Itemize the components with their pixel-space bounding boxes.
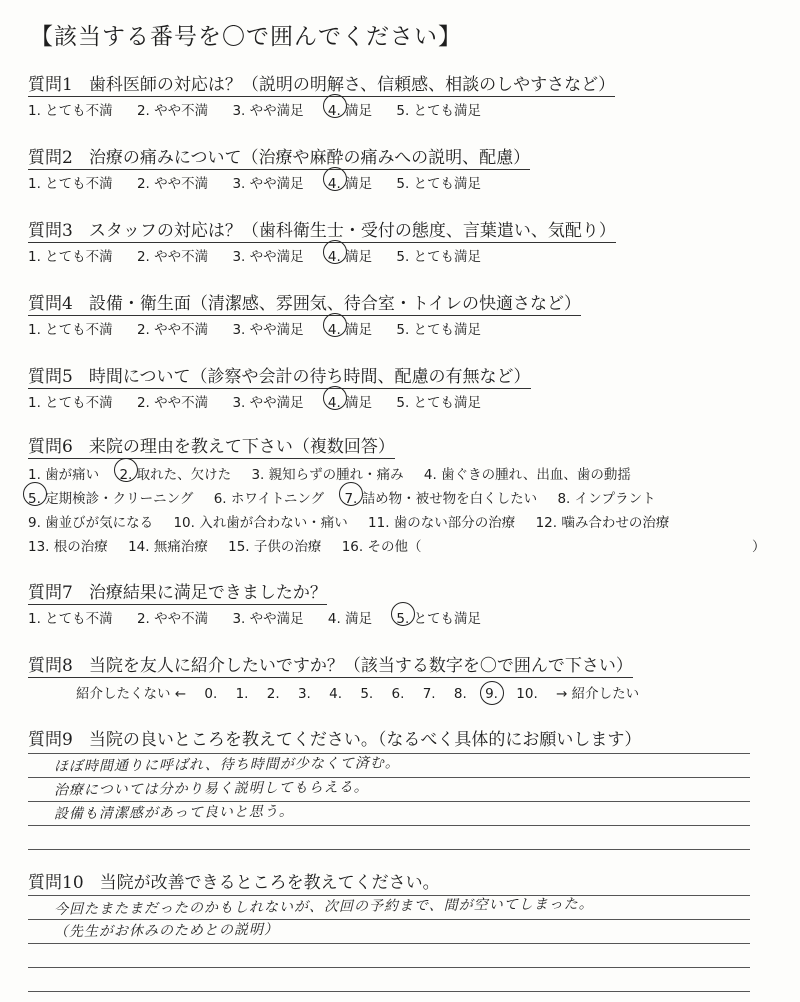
option[interactable]: 1. とても不満: [28, 611, 113, 627]
options-row: [28, 172, 778, 192]
option[interactable]: 2. やや不満: [136, 103, 209, 119]
option[interactable]: 3. やや満足: [232, 249, 304, 265]
option-selected[interactable]: 4. 満足: [328, 99, 372, 119]
question-title: 治療結果に満足できましたか？: [88, 583, 327, 603]
options-row: [28, 245, 778, 265]
scale-left-label: 紹介したくない ←: [76, 686, 187, 702]
question-number: 質問4: [28, 294, 73, 314]
option[interactable]: 2. やや不満: [136, 611, 209, 627]
option-selected[interactable]: 4. 満足: [328, 391, 372, 411]
question-8: [28, 651, 778, 702]
question-5: [28, 362, 778, 411]
answer-lines-q10[interactable]: [28, 872, 750, 992]
scale-value[interactable]: 8.: [453, 686, 467, 702]
option[interactable]: 8. インプラント: [557, 491, 656, 507]
options-row: [28, 391, 778, 411]
scale-value[interactable]: 6.: [391, 686, 405, 702]
answer-lines-q9[interactable]: [28, 730, 750, 850]
question-7: [28, 578, 778, 627]
question-number: 質問9: [28, 730, 73, 750]
option[interactable]: 10. 入れ歯が合わない・痛い: [173, 515, 348, 531]
handwritten-answer: ほぼ時間通りに呼ばれ、待ち時間が少なくて済む。: [53, 755, 400, 775]
question-number: 質問2: [28, 148, 73, 168]
question-title: 設備・衛生面（清潔感、雰囲気、待合室・トイレの快適さなど）: [88, 294, 581, 314]
option-selected[interactable]: 5. 定期検診・クリーニング: [28, 487, 193, 507]
option[interactable]: 5. とても満足: [396, 176, 482, 192]
question-title: 歯科医師の対応は？（説明の明解さ、信頼感、相談のしやすさなど）: [88, 75, 616, 95]
options-row: [28, 607, 778, 627]
options-row: [28, 318, 778, 338]
option[interactable]: 4. 歯ぐきの腫れ、出血、歯の動揺: [423, 467, 631, 483]
option[interactable]: 3. やや満足: [232, 322, 304, 338]
option[interactable]: 2. やや不満: [136, 322, 209, 338]
scale-value[interactable]: 3.: [297, 686, 311, 702]
question-6: [28, 432, 778, 555]
question-title: 時間について（診察や会計の待ち時間、配慮の有無など）: [88, 367, 531, 387]
question-title: 当院を友人に紹介したいですか？（該当する数字を〇で囲んで下さい）: [88, 656, 633, 676]
option[interactable]: 3. やや満足: [232, 395, 304, 411]
option-other[interactable]: 16. その他（: [341, 539, 422, 555]
option[interactable]: 1. とても不満: [28, 103, 113, 119]
option[interactable]: 13. 根の治療: [28, 539, 108, 555]
handwritten-answer: 今回たまたまだったのかもしれないが、次回の予約まで、間が空いてしまった。: [53, 896, 594, 918]
option-selected[interactable]: 7. 詰め物・被せ物を白くしたい: [344, 487, 537, 507]
scale-value[interactable]: 5.: [360, 686, 374, 702]
option[interactable]: 2. やや不満: [136, 249, 209, 265]
option[interactable]: 2. やや不満: [136, 176, 209, 192]
question-number: 質問3: [28, 221, 73, 241]
options-row: [28, 463, 778, 483]
option[interactable]: 3. やや満足: [232, 176, 304, 192]
option-selected[interactable]: 2. 取れた、欠けた: [119, 463, 231, 483]
handwritten-answer: 治療については分かり易く説明してもらえる。: [53, 779, 369, 799]
recommend-scale: [76, 682, 778, 702]
option[interactable]: 3. やや満足: [232, 103, 304, 119]
question-number: 質問1: [28, 75, 73, 95]
options-row: [28, 487, 778, 507]
option[interactable]: 14. 無痛治療: [128, 539, 208, 555]
other-close-paren: ）: [752, 539, 766, 555]
options-row: [28, 511, 778, 531]
question-number: 質問6: [28, 437, 73, 457]
option-selected[interactable]: 4. 満足: [328, 318, 372, 338]
option[interactable]: 5. とても満足: [396, 249, 482, 265]
option[interactable]: 4. 満足: [327, 611, 373, 627]
scale-value[interactable]: 10.: [516, 686, 538, 702]
option[interactable]: 5. とても満足: [396, 103, 482, 119]
question-title: 来院の理由を教えて下さい（複数回答）: [88, 437, 395, 457]
page-header: 【該当する番号を〇で囲んでください】: [30, 24, 462, 50]
option[interactable]: 6. ホワイトニング: [213, 491, 325, 507]
question-3: [28, 216, 778, 265]
options-row: [28, 535, 778, 555]
options-row: [28, 99, 778, 119]
option[interactable]: 11. 歯のない部分の治療: [368, 515, 516, 531]
option[interactable]: 9. 歯並びが気になる: [28, 515, 154, 531]
option[interactable]: 1. とても不満: [28, 249, 113, 265]
handwritten-answer: 設備も清潔感があって良いと思う。: [53, 803, 294, 823]
scale-value[interactable]: 2.: [266, 686, 280, 702]
handwritten-answer: （先生がお休みのためとの説明）: [53, 921, 280, 941]
scale-value[interactable]: 7.: [422, 686, 436, 702]
option[interactable]: 3. やや満足: [232, 611, 304, 627]
option[interactable]: 15. 子供の治療: [228, 539, 322, 555]
question-title: 治療の痛みについて（治療や麻酔の痛みへの説明、配慮）: [88, 148, 531, 168]
question-number: 質問7: [28, 583, 73, 603]
scale-value[interactable]: 4.: [329, 686, 343, 702]
option[interactable]: 12. 噛み合わせの治療: [535, 515, 670, 531]
option[interactable]: 5. とても満足: [396, 322, 482, 338]
question-2: [28, 143, 778, 192]
option[interactable]: 3. 親知らずの腫れ・痛み: [251, 467, 404, 483]
question-title: スタッフの対応は？（歯科衛生士・受付の態度、言葉遣い、気配り）: [88, 221, 616, 241]
scale-value[interactable]: 0.: [204, 686, 218, 702]
option[interactable]: 1. 歯が痛い: [28, 467, 100, 483]
question-number: 質問10: [28, 873, 84, 893]
question-title: 当院の良いところを教えてください。（なるべく具体的にお願いします）: [88, 730, 642, 750]
option[interactable]: 2. やや不満: [136, 395, 209, 411]
option[interactable]: 1. とても不満: [28, 322, 113, 338]
scale-value[interactable]: 1.: [235, 686, 249, 702]
option[interactable]: 1. とても不満: [28, 176, 113, 192]
question-1: [28, 70, 778, 119]
option[interactable]: 1. とても不満: [28, 395, 113, 411]
question-number: 質問5: [28, 367, 73, 387]
option-selected[interactable]: 5. とても満足: [396, 607, 481, 627]
question-4: [28, 289, 778, 338]
option-selected[interactable]: 4. 満足: [328, 172, 372, 192]
question-title: 当院が改善できるところを教えてください。: [99, 873, 440, 893]
option-selected[interactable]: 4. 満足: [328, 245, 372, 265]
scale-right-label: → 紹介したい: [556, 686, 640, 702]
scale-value-selected[interactable]: 9.: [485, 686, 498, 702]
option[interactable]: 5. とても満足: [396, 395, 482, 411]
question-number: 質問8: [28, 656, 73, 676]
